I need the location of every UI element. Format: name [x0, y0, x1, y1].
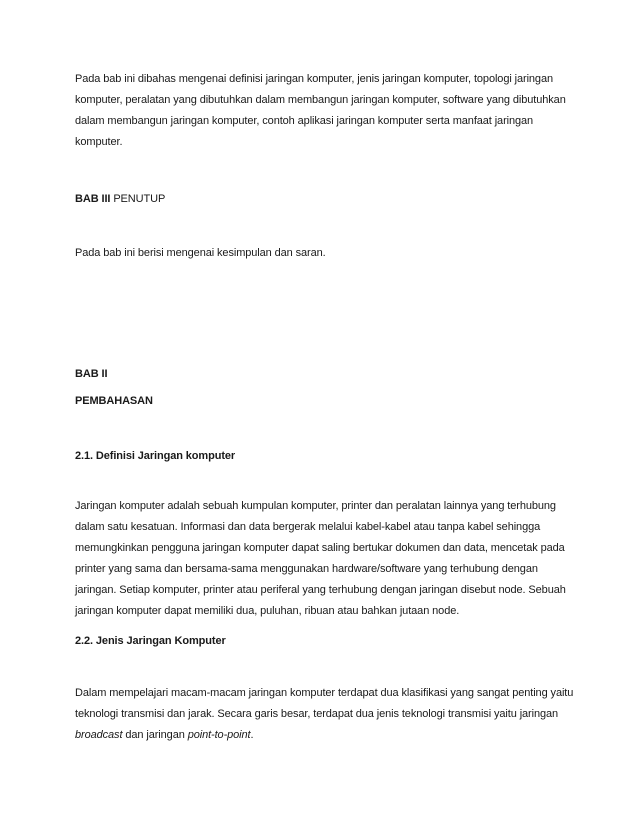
bab2-title: PEMBAHASAN	[75, 395, 153, 407]
intro-paragraph: Pada bab ini dibahas mengenai definisi jaringan komputer, jenis jaringan komputer, topologi jaringan komputer, peralatan yang dibutuhkan dalam membangun jaringan komputer, software yang dibutuhkan dalam membangun jaringan komputer, contoh aplikasi jaringan komputer serta manfaat jaringan komputer.	[75, 73, 566, 148]
section-2-2-italic-broadcast: broadcast	[75, 729, 123, 741]
bab2-label: BAB II	[75, 368, 108, 380]
section-2-2-italic-point-to-point: point-to-point	[187, 729, 251, 741]
bab3-heading	[75, 189, 575, 210]
bab3-label: BAB III	[75, 193, 111, 205]
section-2-2-heading: 2.2. Jenis Jaringan Komputer	[75, 635, 226, 647]
section-2-2-text-2: dan jaringan	[122, 729, 188, 741]
section-2-2-text-1: Dalam mempelajari macam-macam jaringan komputer terdapat dua klasifikasi yang sangat penting yaitu teknologi transmisi dan jarak. Secara garis besar, terdapat dua jenis teknologi transmisi yaitu jaringan	[75, 687, 574, 720]
bab3-title: PENUTUP	[110, 193, 166, 205]
section-2-2-paragraph	[75, 683, 575, 746]
section-2-1-heading: 2.1. Definisi Jaringan komputer	[75, 450, 236, 462]
section-2-2-text-3: .	[250, 729, 254, 741]
bab3-paragraph: Pada bab ini berisi mengenai kesimpulan dan saran.	[75, 247, 326, 259]
section-2-1-paragraph: Jaringan komputer adalah sebuah kumpulan komputer, printer dan peralatan lainnya yang terhubung dalam satu kesatuan. Informasi dan data bergerak melalui kabel-kabel atau tanpa kabel sehingga memungkinkan pengguna jaringan komputer dapat saling bertukar dokumen dan data, mencetak pada printer yang sama dan bersama-sama menggunakan hardware/software yang terhubung dengan jaringan. Setiap komputer, printer atau periferal yang terhubung dengan jaringan disebut node. Sebuah jaringan komputer dapat memiliki dua, puluhan, ribuan atau bahkan jutaan node.	[75, 500, 566, 617]
